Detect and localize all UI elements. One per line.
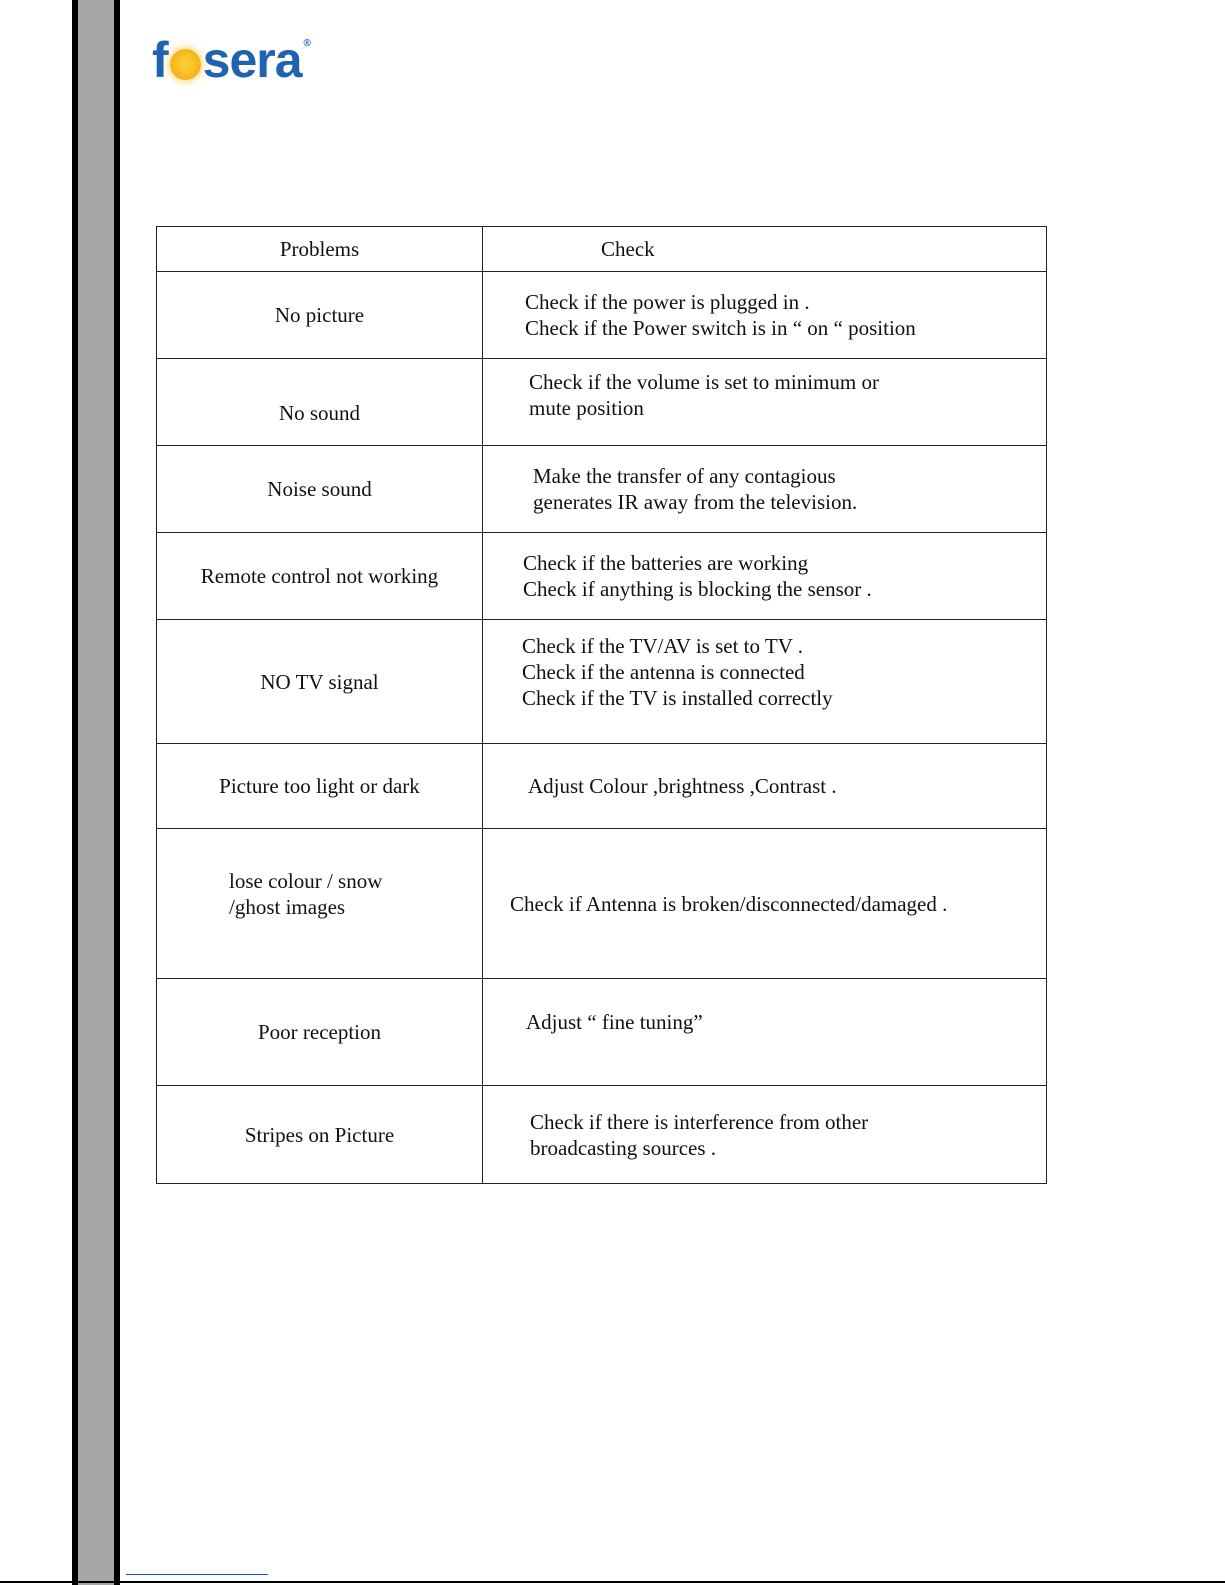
table-body: [157, 272, 1047, 1184]
check-text: mute position: [529, 396, 644, 420]
problem-cell: [157, 744, 483, 829]
check-cell: [483, 533, 1047, 620]
problem-text: NO TV signal: [260, 669, 379, 694]
check-cell: [483, 359, 1047, 446]
logo-letter-f: f: [152, 32, 168, 88]
left-margin-bar: [72, 0, 120, 1585]
check-text: generates IR away from the television.: [533, 490, 858, 514]
check-text: Check if the batteries are working: [523, 551, 809, 575]
fosera-logo: [152, 30, 310, 90]
problem-cell: [157, 1086, 483, 1184]
troubleshooting-table: [156, 226, 1047, 1184]
table-row: [157, 620, 1047, 744]
check-cell: [483, 620, 1047, 744]
logo-letters-sera: sera: [202, 32, 302, 88]
check-text: Check if there is interference from other: [530, 1109, 869, 1134]
table-row: [157, 446, 1047, 533]
problem-text: Remote control not working: [200, 564, 439, 588]
check-cell: [483, 272, 1047, 359]
check-cell: [483, 829, 1047, 979]
table-row: [157, 829, 1047, 979]
check-text: broadcasting sources .: [530, 1135, 717, 1160]
check-cell: [483, 979, 1047, 1086]
problem-cell: [157, 272, 483, 359]
registered-mark: ®: [303, 38, 310, 49]
problem-text: /ghost images: [229, 894, 346, 919]
check-text: Check if the TV is installed correctly: [522, 685, 833, 710]
header-problems: Problems: [157, 227, 483, 272]
header-check: Check: [483, 227, 1047, 272]
table-row: [157, 979, 1047, 1086]
check-text: Check if Antenna is broken/disconnected/damaged .: [510, 891, 948, 916]
check-cell: [483, 744, 1047, 829]
check-cell: [483, 446, 1047, 533]
logo-wordmark: [152, 32, 310, 88]
problem-text: Stripes on Picture: [244, 1122, 395, 1147]
table-row: [157, 744, 1047, 829]
sun-icon: [170, 49, 201, 80]
problem-text: No picture: [274, 303, 365, 327]
problem-text: Poor reception: [257, 1020, 382, 1044]
problem-text: Picture too light or dark: [219, 774, 420, 798]
table-row: [157, 1086, 1047, 1184]
check-text: Make the transfer of any contagious: [533, 464, 836, 488]
problem-cell: [157, 446, 483, 533]
check-text: Adjust “ fine tuning”: [526, 1010, 703, 1034]
problem-cell: [157, 620, 483, 744]
problem-cell: [157, 359, 483, 446]
problem-cell: [157, 829, 483, 979]
check-cell: [483, 1086, 1047, 1184]
check-text: Check if the Power switch is in “ on “ position: [525, 316, 916, 340]
problem-text: Noise sound: [267, 477, 372, 501]
check-text: Check if the TV/AV is set to TV .: [522, 633, 803, 658]
check-text: Check if the volume is set to minimum or: [529, 370, 879, 394]
check-text: Check if anything is blocking the sensor .: [523, 577, 872, 601]
check-text: Check if the power is plugged in .: [525, 290, 810, 314]
problem-cell: [157, 979, 483, 1086]
problem-text: lose colour / snow: [229, 868, 383, 893]
problem-text: No sound: [278, 401, 361, 425]
page-bottom-rule: [0, 1581, 1225, 1583]
table-row: [157, 359, 1047, 446]
table-header-row: [157, 227, 1047, 272]
check-text: Adjust Colour ,brightness ,Contrast .: [528, 774, 837, 798]
table-row: [157, 272, 1047, 359]
problem-cell: [157, 533, 483, 620]
table-row: [157, 533, 1047, 620]
check-text: Check if the antenna is connected: [522, 659, 805, 684]
footer-link-underline: [126, 1574, 268, 1575]
